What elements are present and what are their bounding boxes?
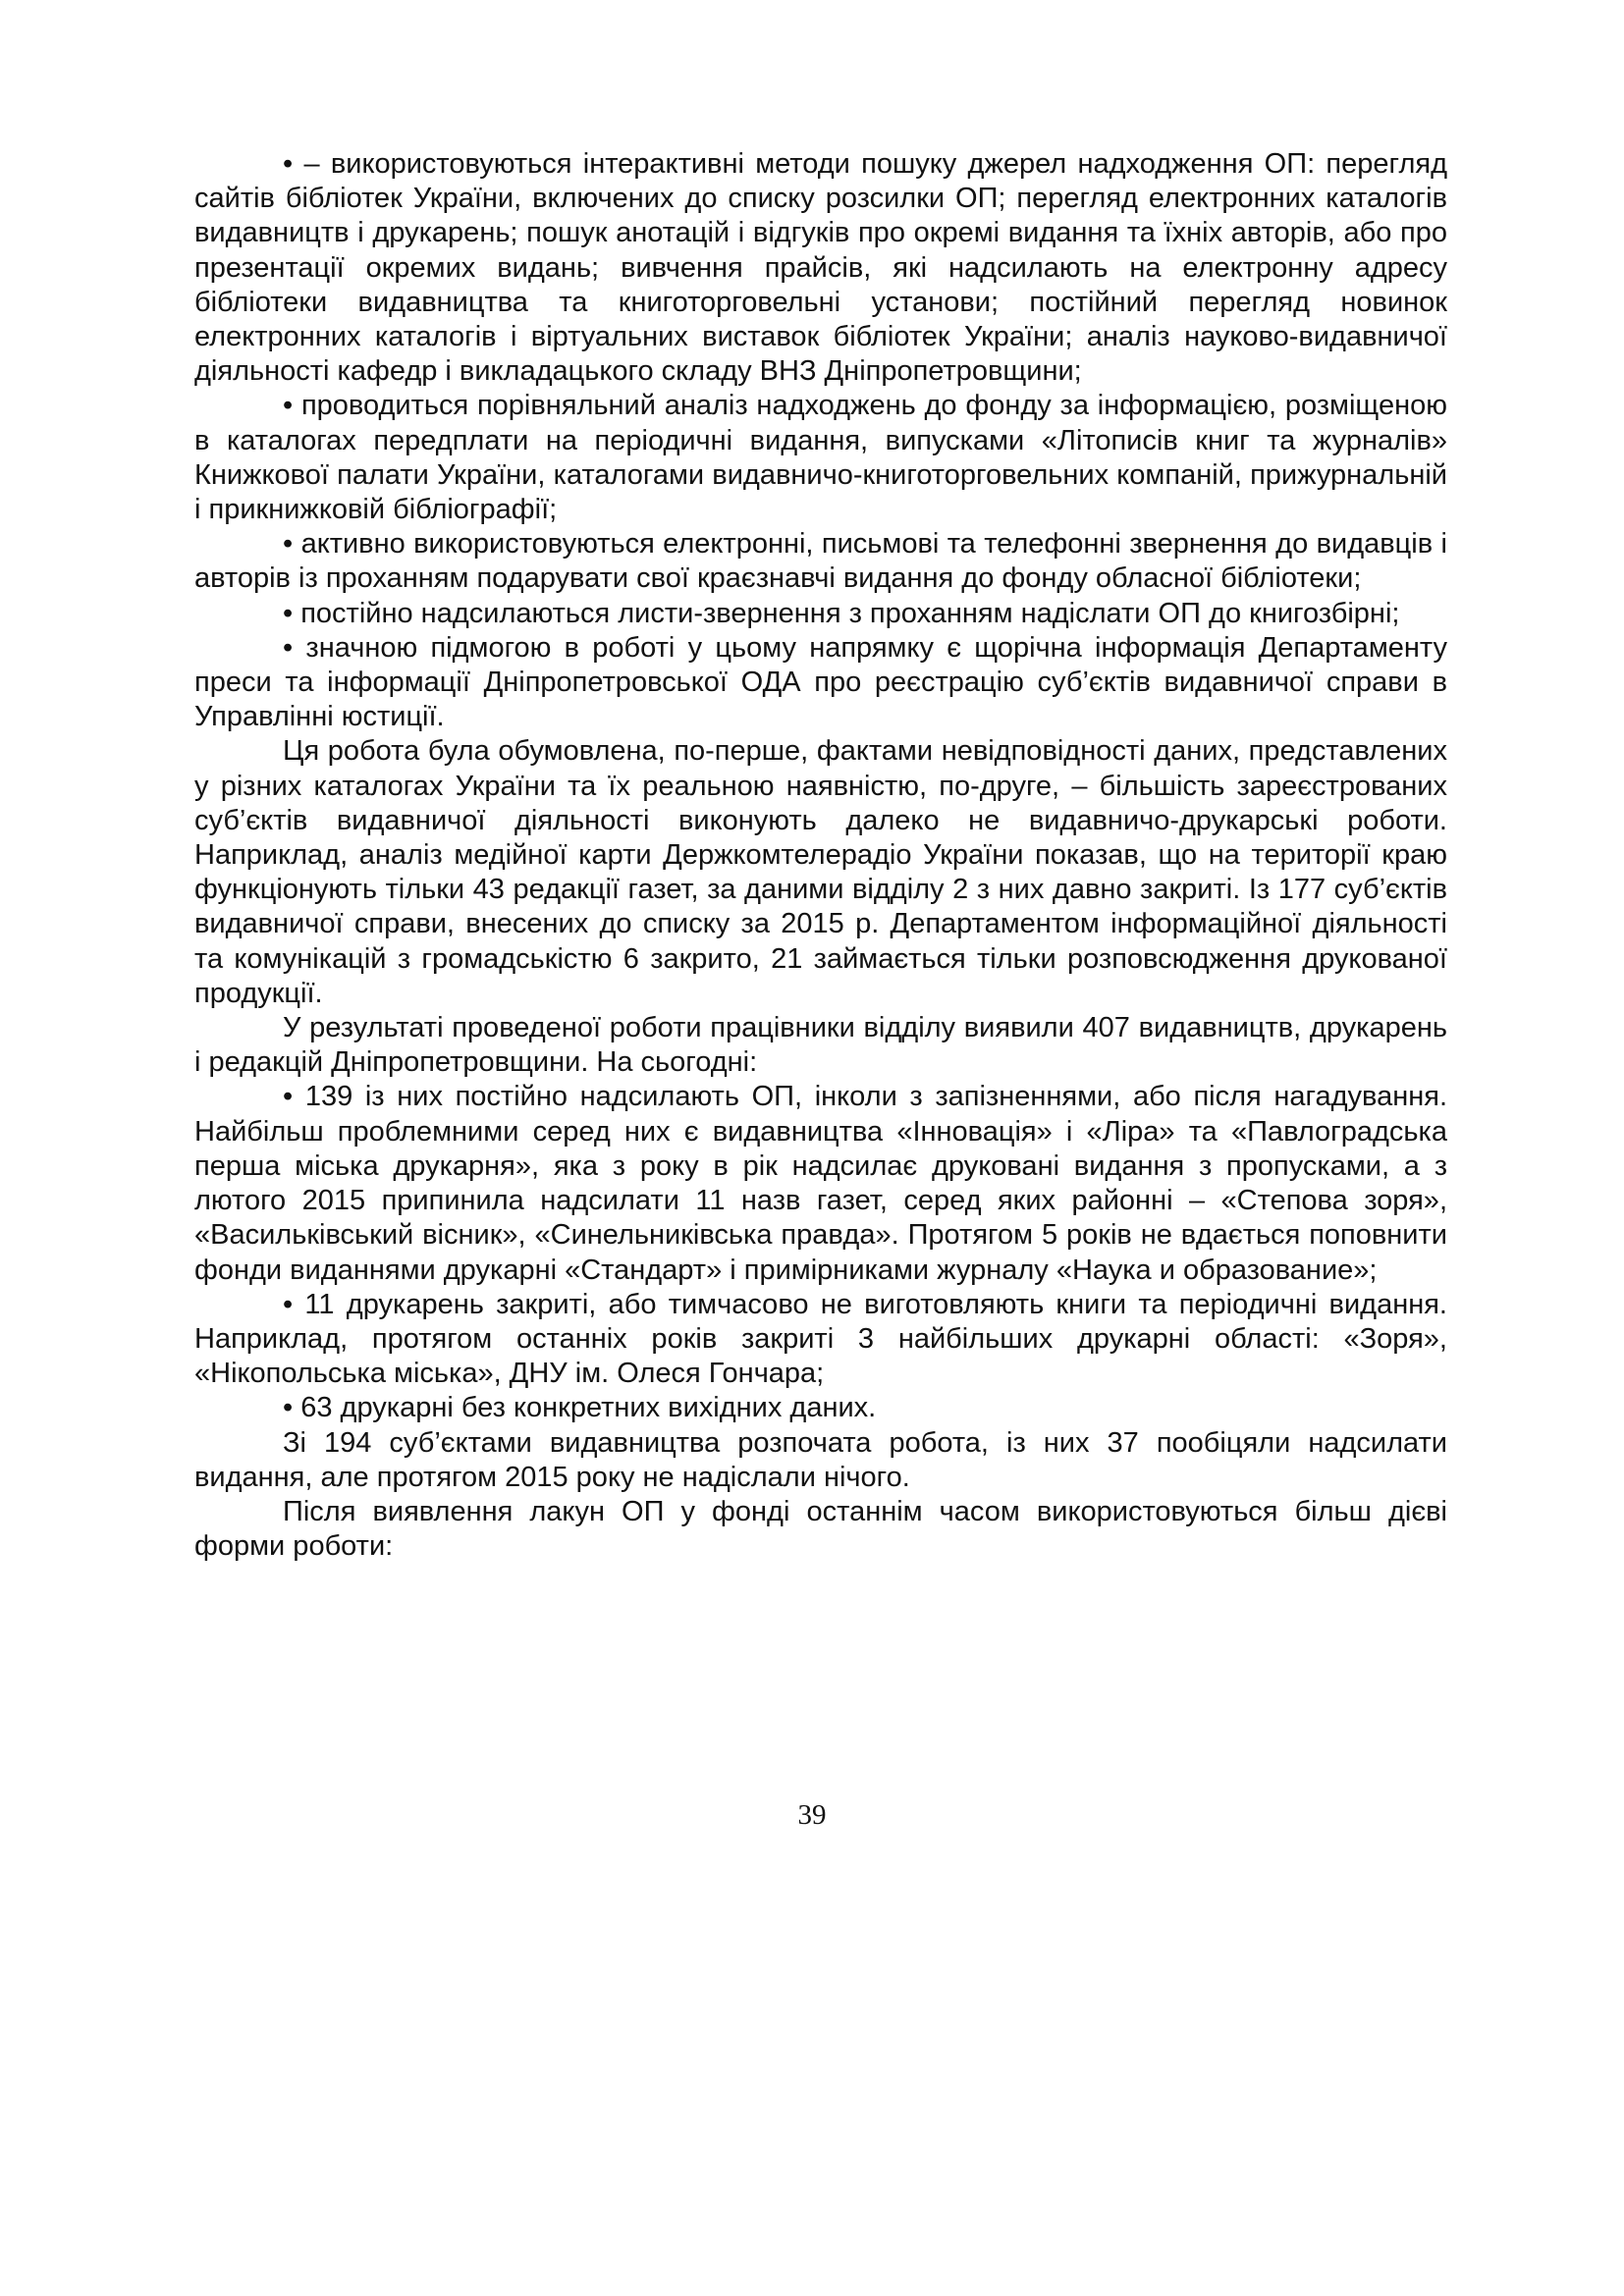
paragraph-bullet-appeals-to-publishers: • активно використовуються електронні, письмові та телефонні звернення до видавців і авторів із проханням подарувати свої краєзнавчі видання до фонду обласної бібліотеки; bbox=[194, 527, 1447, 596]
paragraph-results: У результаті проведеної роботи працівники відділу виявили 407 видавництв, друкарень і редакцій Дніпропетровщини. На сьогодні: bbox=[194, 1012, 1447, 1079]
paragraph-bullet-11-closed: • 11 друкарень закриті, або тимчасово не виготовляють книги та періодичні видання. Наприклад, протягом останніх років закриті 3 найбільших друкарні області: «Зоря», «Нікопольська міська», ДНУ ім. Олеся Гончара; bbox=[194, 1288, 1447, 1392]
paragraph-bullet-63-printers: • 63 друкарні без конкретних вихідних даних. bbox=[194, 1391, 1447, 1425]
paragraph-work-reasons: Ця робота була обумовлена, по-перше, фактами невідповідності даних, представлених у різних каталогах України та їх реальною наявністю, по-друге, – більшість зареєстрованих суб’єктів видавничої діяльності виконують далеко не видавничо-друкарські роботи. Наприклад, аналіз медійної карти Держкомтелерадіо України показав, що на території краю функціонують тільки 43 редакції газет, за даними відділу 2 з них давно закриті. Із 177 суб’єктів видавничої справи, внесених до списку за 2015 р. Департаментом інформаційної діяльності та комунікацій з громадськістю 6 закрито, 21 займається тільки розповсюдження друкованої продукції. bbox=[194, 735, 1447, 1009]
paragraph-bullet-annual-information: • значною підмогою в роботі у цьому напрямку є щорічна інформація Департаменту преси та інформації Дніпропетровської ОДА про реєстрацію суб’єктів видавничої справи в Управлінні юстиції. bbox=[194, 631, 1447, 735]
paragraph-bullet-interactive-methods: • – використовуються інтерактивні методи пошуку джерел надходження ОП: перегляд сайтів бібліотек України, включених до списку розсилки ОП; перегляд електронних каталогів видавництв і друкарень; пошук анотацій і відгуків про окремі видання та їхніх авторів, або про презентації окремих видань; вивчення прайсів, які надсилають на електронну адресу бібліотеки видавництва та книготорговельні установи; постійний перегляд новинок електронних каталогів і віртуальних виставок бібліотек України; аналіз науково-видавничої діяльності кафедр і викладацького складу ВНЗ Дніпропетровщини; bbox=[194, 147, 1447, 389]
paragraph-bullet-comparative-analysis: • проводиться порівняльний аналіз надходжень до фонду за інформацією, розміщеною в каталогах передплати на періодичні видання, випусками «Літописів книг та журналів» Книжкової палати України, каталогами видавничо-книготорговельних компаній, прижурнальній і прикнижковій бібліографії; bbox=[194, 389, 1447, 527]
paragraph-bullet-139-publishers: • 139 із них постійно надсилають ОП, інколи з запізненнями, або після нагадування. Найбільш проблемними серед них є видавництва «Інновація» і «Ліра» та «Павлоградська перша міська друкарня», яка з року в рік надсилає друковані видання з пропусками, а з лютого 2015 припинила надсилати 11 назв газет, серед яких районні – «Степова зоря», «Васильківський вісник», «Синельниківська правда». Протягом 5 років не вдається поповнити фонди виданнями друкарні «Стандарт» і примірниками журналу «Наука и образование»; bbox=[194, 1080, 1447, 1287]
paragraph-bullet-letters-sent: • постійно надсилаються листи-звернення з проханням надіслати ОП до книгозбірні; bbox=[194, 597, 1447, 631]
paragraph-194-subjects: Зі 194 суб’єктами видавництва розпочата робота, із них 37 пообіцяли надсилати видання, але протягом 2015 року не надіслали нічого. bbox=[194, 1426, 1447, 1493]
paragraph-effective-forms: Після виявлення лакун ОП у фонді останнім часом використовуються більш дієві форми роботи: bbox=[194, 1495, 1447, 1563]
page-number: 39 bbox=[797, 1799, 827, 1831]
document-page bbox=[194, 147, 1447, 1564]
